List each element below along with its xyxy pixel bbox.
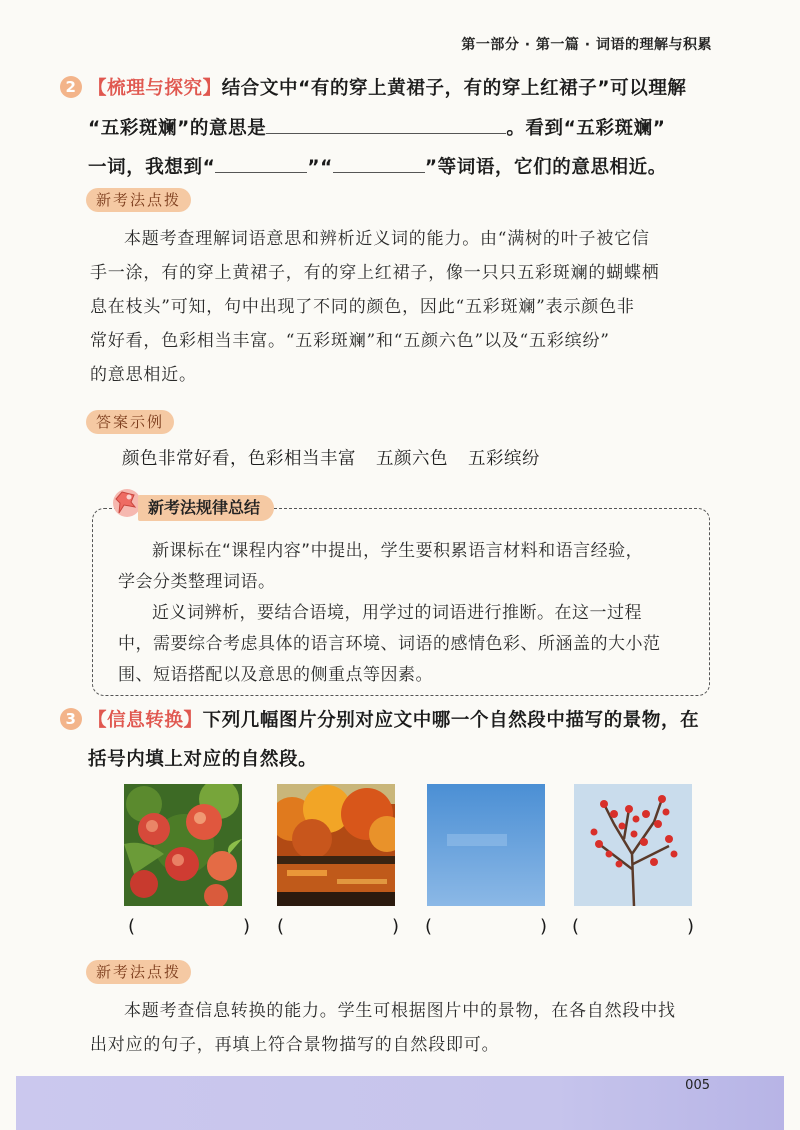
tip2-line: 本题考查信息转换的能力。学生可根据图片中的景物，在各自然段中找 — [124, 1001, 676, 1021]
autumn-trees-picture — [277, 784, 395, 906]
q3-text-1: 下列几幅图片分别对应文中哪一个自然段中描写的景物，在 — [202, 710, 700, 731]
tip-badge-2: 新考法点拨 — [86, 960, 191, 984]
tip-paragraph-2 — [90, 994, 710, 1062]
q2-text-3b: ”“ — [307, 157, 333, 178]
paren-open: ( — [277, 916, 285, 937]
tip-badge-1: 新考法点拨 — [86, 188, 191, 212]
summary-title: 新考法规律总结 — [138, 495, 274, 521]
summary-line: 近义词辨析，要结合语境，用学过的词语进行推断。在这一过程 — [152, 603, 642, 623]
q2-line-2 — [88, 109, 720, 148]
summary-line: 新课标在“课程内容”中提出，学生要积累语言材料和语言经验， — [152, 541, 644, 561]
q3-line-1 — [60, 702, 720, 740]
paren-close: ) — [391, 916, 399, 937]
q3-line-2 — [88, 741, 720, 779]
tip1-line: 手一涂，有的穿上黄裙子，有的穿上红裙子，像一只只五彩斑斓的蝴蝶栖 — [90, 263, 660, 283]
tip-paragraph-1 — [90, 222, 710, 392]
q2-tag: 【梳理与探究】 — [88, 78, 222, 99]
answer-parentheses-3[interactable] — [425, 916, 547, 937]
red-persimmons-picture — [574, 784, 692, 906]
q2-blank-meaning[interactable] — [266, 109, 506, 134]
summary-paragraph — [118, 536, 688, 691]
footer-band — [16, 1076, 784, 1130]
q2-text-2a: “五彩斑斓”的意思是 — [88, 118, 267, 139]
paren-open: ( — [572, 916, 580, 937]
q3-tag: 【信息转换】 — [88, 710, 203, 731]
answer-parentheses-2[interactable] — [277, 916, 399, 937]
answer-parentheses-4[interactable] — [572, 916, 694, 937]
tip1-line: 息在枝头”可知，句中出现了不同的颜色，因此“五彩斑斓”表示颜色非 — [90, 297, 635, 317]
paren-close: ) — [242, 916, 250, 937]
answer-parentheses-1[interactable] — [128, 916, 250, 937]
tip1-line: 常好看，色彩相当丰富。“五彩斑斓”和“五颜六色”以及“五彩缤纷” — [90, 331, 610, 351]
running-header: 第一部分 · 第一篇 · 词语的理解与积累 — [461, 37, 712, 53]
q2-text-2b: 。看到“五彩斑斓” — [506, 118, 666, 139]
answer-badge: 答案示例 — [86, 410, 174, 434]
q2-line-3 — [88, 148, 720, 187]
summary-header — [110, 494, 274, 522]
apples-picture — [124, 784, 242, 906]
answer-example — [122, 443, 560, 475]
q3-text-2: 括号内填上对应的自然段。 — [88, 749, 318, 770]
page-number: 005 — [685, 1078, 710, 1093]
paren-close: ) — [539, 916, 547, 937]
answer-1: 颜色非常好看，色彩相当丰富 — [122, 449, 356, 469]
summary-line: 围、短语搭配以及意思的侧重点等因素。 — [118, 665, 433, 685]
paren-open: ( — [128, 916, 136, 937]
tip2-line: 出对应的句子，再填上符合景物描写的自然段即可。 — [90, 1035, 500, 1055]
q2-text-3a: 一词，我想到“ — [88, 157, 216, 178]
q2-line-1 — [60, 70, 720, 108]
q3-number: 3 — [60, 708, 82, 730]
paren-close: ) — [686, 916, 694, 937]
q2-text-3c: ”等词语，它们的意思相近。 — [424, 157, 667, 178]
summary-line: 学会分类整理词语。 — [118, 572, 276, 592]
answer-3: 五彩缤纷 — [468, 449, 540, 469]
summary-line: 中，需要综合考虑具体的语言环境、词语的感情色彩、所涵盖的大小范 — [118, 634, 661, 654]
q2-blank-word-2[interactable] — [333, 148, 425, 173]
answer-2: 五颜六色 — [376, 449, 448, 469]
q2-blank-word-1[interactable] — [215, 148, 307, 173]
q2-number: 2 — [60, 76, 82, 98]
paren-open: ( — [425, 916, 433, 937]
q2-text-1: 结合文中“有的穿上黄裙子，有的穿上红裙子”可以理解 — [221, 78, 687, 99]
tip1-line: 本题考查理解词语意思和辨析近义词的能力。由“满树的叶子被它信 — [124, 229, 650, 249]
blue-sky-picture — [427, 784, 545, 906]
tip1-line: 的意思相近。 — [90, 365, 197, 385]
